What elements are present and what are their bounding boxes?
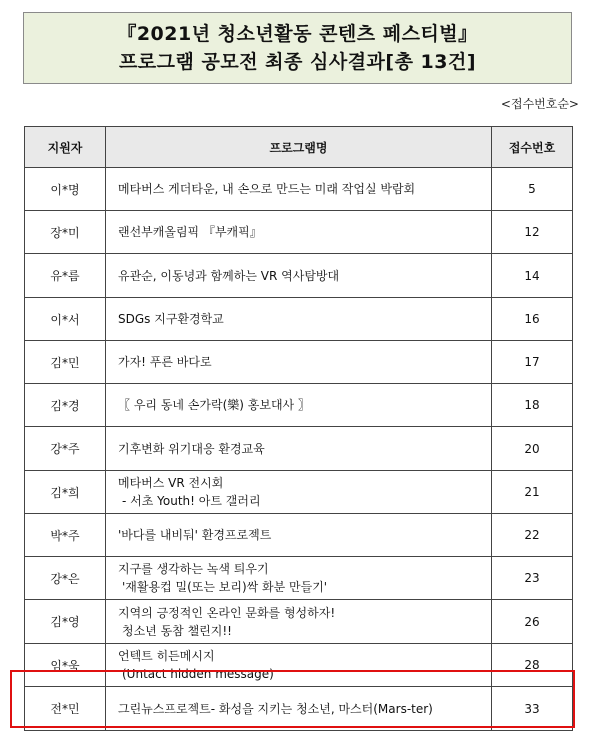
program-cell [106,298,492,341]
number-cell: 16 [492,298,573,341]
program-line: 〖 우리 동네 손가락(樂) 홍보대사 〗 [118,398,310,412]
table-row [25,384,573,427]
program-line: 지역의 긍정적인 온라인 문화를 형성하자! [118,605,336,620]
applicant-cell: 유*름 [25,254,106,298]
program-line: 언텍트 히든메시지 [118,649,215,663]
program-cell [106,600,492,644]
applicant-cell: 전*민 [25,687,106,731]
number-cell: 12 [492,211,573,254]
program-line: (Untact hidden message) [122,667,274,681]
program-line: '재활용컵 밀(또는 보리)싹 화분 만들기' [122,580,328,594]
program-cell [106,687,492,731]
program-cell [106,384,492,427]
table-row [25,471,573,514]
table-row [25,168,573,211]
program-cell [106,644,492,687]
table-row [25,557,573,600]
applicant-cell: 장*미 [25,211,106,254]
program-line: 메타버스 게더타운, 내 손으로 만드는 미래 작업실 박람회 [118,182,416,196]
applicant-cell: 김*영 [25,600,106,644]
number-cell: 14 [492,254,573,298]
program-line: 가자! 푸른 바다로 [118,355,212,369]
program-cell [106,514,492,557]
number-cell: 23 [492,557,573,600]
table-row [25,211,573,254]
applicant-cell: 김*민 [25,341,106,384]
program-line: 그린뉴스프로젝트- 화성을 지키는 청소년, 마스터(Mars-ter) [118,701,433,716]
title-line-1: 『2021년 청소년활동 콘텐츠 페스티벌』 [117,23,478,45]
header-number: 접수번호 [492,127,573,168]
number-cell: 20 [492,427,573,471]
table-row [25,514,573,557]
header-program: 프로그램명 [106,127,492,168]
applicant-cell: 김*희 [25,471,106,514]
program-line: 유관순, 이동녕과 함께하는 VR 역사탐방대 [118,268,340,283]
table-row [25,254,573,298]
applicant-cell: 강*은 [25,557,106,600]
applicant-cell: 김*경 [25,384,106,427]
program-cell [106,254,492,298]
applicant-cell: 강*주 [25,427,106,471]
program-line: 기후변화 위기대응 환경교육 [118,441,265,456]
program-cell [106,211,492,254]
number-cell: 26 [492,600,573,644]
program-line: 메타버스 VR 전시회 [118,476,224,490]
program-line: SDGs 지구환경학교 [118,312,224,326]
applicant-cell: 박*주 [25,514,106,557]
table-header-row [25,127,573,168]
program-line: 랜선부캐올림픽 『부캐픽』 [118,225,262,239]
program-cell [106,341,492,384]
program-line: 지구를 생각하는 녹색 틔우기 [118,562,269,576]
title-line-2: 프로그램 공모전 최종 심사결과[총 13건] [118,51,477,73]
program-cell [106,168,492,211]
number-cell: 21 [492,471,573,514]
number-cell: 18 [492,384,573,427]
table-row [25,427,573,471]
title-box [23,12,572,84]
number-cell: 22 [492,514,573,557]
table-body [25,168,573,731]
table-row [25,644,573,687]
number-cell: 28 [492,644,573,687]
applicant-cell: 이*명 [25,168,106,211]
header-applicant: 지원자 [25,127,106,168]
table-row [25,341,573,384]
number-cell: 33 [492,687,573,731]
number-cell: 17 [492,341,573,384]
applicant-cell: 임*욱 [25,644,106,687]
program-cell [106,557,492,600]
applicant-cell: 이*서 [25,298,106,341]
table-row [25,600,573,644]
program-line: - 서초 Youth! 아트 갤러리 [122,494,261,508]
program-cell [106,427,492,471]
table-row [25,298,573,341]
program-cell [106,471,492,514]
results-table [24,126,573,731]
sort-note: <접수번호순> [500,97,579,111]
table-row [25,687,573,731]
program-line: '바다를 내비둬' 환경프로젝트 [118,528,272,542]
number-cell: 5 [492,168,573,211]
program-line: 청소년 동참 챌린지!! [122,623,232,638]
